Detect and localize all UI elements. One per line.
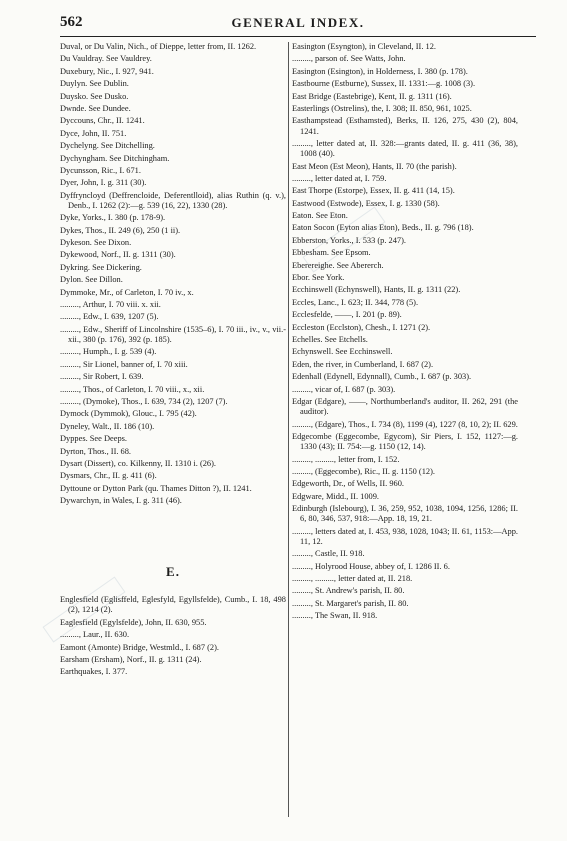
index-entry: Eastbourne (Estburne), Sussex, II. 1331:—g. 1008 (3).	[292, 79, 476, 89]
index-entry: ........., Edw., Sheriff of Lincolnshire (1535–6), I. 70 iii., iv., v., vii.-xii., 380 (p. 176), 392 (p. 185).	[60, 324, 286, 344]
index-entry: Dyrton, Thos., II. 68.	[60, 446, 132, 456]
index-entry: ........., letter dated at, II. 328:—grants dated, II. g. 411 (36, 38), 1008 (40).	[292, 138, 518, 159]
index-entry: Dychyngham. See Ditchingham.	[60, 153, 170, 163]
index-entry: ........., Sir Robert, I. 639.	[60, 372, 144, 382]
index-entry: ........., ........., letter dated at, II. 218.	[292, 574, 413, 584]
index-entry: Eaton Socon (Eyton alias Eton), Beds., II. g. 796 (18).	[292, 223, 474, 233]
index-entry: Eastwood (Estwode), Essex, I. g. 1330 (58).	[292, 198, 440, 208]
index-entry: Dyffryncloyd (Deffrencloide, Deferentlloid), alias Ruthin (q. v.), Denb., I. 1262 (2):—g. 539 (16, 22), 1330 (28).	[60, 190, 286, 210]
index-entry: Edgecombe (Eggecombe, Egycom), Sir Piers, I. 152, 1127:—g. 1330 (43); II. 754:—g. 1150 (12, 14).	[292, 431, 518, 452]
index-entry: East Meon (Est Meon), Hants, II. 70 (the parish).	[292, 161, 457, 171]
index-entry: ........., letters dated at, I. 453, 938, 1028, 1043; II. 61, 1153:—App. 11, 12.	[292, 526, 518, 546]
index-entry: Ebbesham. See Epsom.	[292, 248, 371, 258]
index-entry: ........., Sir Lionel, banner of, I. 70 xiii.	[60, 359, 188, 369]
index-entry: Easington (Esyngton), in Cleveland, II. 12.	[292, 42, 436, 51]
index-entry: Eamont (Amonte) Bridge, Westmld., I. 687 (2).	[60, 642, 219, 652]
index-entry: Edinburgh (Islebourg), I. 36, 259, 952, 1038, 1094, 1256, 1286; II. 6, 80, 346, 537, 918:—App. 18, 19, 21.	[292, 504, 518, 524]
index-entry: ........., (Dymoke), Thos., I. 639, 734 (2), 1207 (7).	[60, 396, 228, 406]
index-entry: Dymmoke, Mr., of Carleton, I. 70 iv., x.	[60, 287, 194, 297]
running-head: GENERAL INDEX.	[231, 15, 365, 30]
index-entry: ........., letter dated at, I. 759.	[292, 173, 387, 183]
index-entry: Dymock (Dymmok), Glouc., I. 795 (42).	[60, 409, 197, 419]
index-entry: Edgeworth, Dr., of Wells, II. 960.	[292, 479, 404, 489]
page-number: 562	[60, 14, 83, 30]
index-entry: Dyppes. See Deeps.	[60, 434, 127, 444]
section-letter-e: E.	[166, 564, 180, 580]
index-entry: ........., Edw., I. 639, 1207 (5).	[60, 312, 159, 322]
index-entry: Dyer, John, I. g. 311 (30).	[60, 178, 147, 188]
index-entry: ........., ........., letter from, I. 152.	[292, 454, 400, 464]
index-entry: Eccles, Lanc., I. 623; II. 344, 778 (5).	[292, 297, 419, 307]
left-entries-d	[60, 42, 286, 506]
index-entry: Duxebury, Nic., I. 927, 941.	[60, 66, 154, 76]
left-column	[60, 42, 286, 680]
index-entry: Duylyn. See Dublin.	[60, 79, 129, 89]
index-entry: Dylon. See Dillon.	[60, 275, 123, 285]
index-entry: ........., St. Andrew's parish, II. 80.	[292, 586, 405, 596]
index-entry: Dysart (Dissert), co. Kilkenny, II. 1310 i. (26).	[60, 458, 216, 468]
index-entry: Dykewood, Norf., II. g. 1311 (30).	[60, 250, 176, 260]
index-entry: Edgar (Edgare), ——, Northumberland's auditor, II. 262, 291 (the auditor).	[292, 396, 518, 417]
index-entry: ........., vicar of, I. 687 (p. 303).	[292, 384, 396, 394]
index-entry: Edgware, Midd., II. 1009.	[292, 491, 379, 501]
index-entry: ........., Arthur, I. 70 viii. x. xii.	[60, 300, 161, 310]
index-entry: ........., parson of. See Watts, John.	[292, 54, 406, 64]
index-entry: ........., St. Margaret's parish, II. 80.	[292, 598, 409, 608]
index-entry: ........., Laur., II. 630.	[60, 630, 130, 640]
index-entry: Edenhall (Edynell, Edynnall), Cumb., I. 687 (p. 303).	[292, 372, 472, 382]
index-page	[60, 10, 536, 830]
index-entry: Dyce, John, II. 751.	[60, 128, 127, 138]
page-header	[60, 10, 536, 37]
index-entry: Du Vauldray. See Vauldrey.	[60, 54, 152, 64]
index-entry: Ecclesfelde, ——, I. 201 (p. 89).	[292, 310, 402, 320]
index-entry: Dycunsson, Ric., I. 671.	[60, 165, 141, 175]
index-entry: Easterlings (Ostrelins), the, I. 308; II. 850, 961, 1025.	[292, 103, 472, 113]
index-entry: East Thorpe (Estorpe), Essex, II. g. 411 (14, 15).	[292, 186, 455, 196]
left-entries-e	[60, 595, 286, 677]
index-columns	[60, 42, 536, 830]
index-entry: Easington (Esington), in Holderness, I. 380 (p. 178).	[292, 66, 468, 76]
index-entry: Englesfield (Eglisffeld, Eglesfyld, Egyllsfelde), Cumb., I. 18, 498 (2), 1214 (2).	[60, 595, 286, 615]
index-entry: Eaglesfield (Egylsfelde), John, II. 630, 955.	[60, 617, 207, 627]
index-entry: Eccleston (Ecclston), Chesh., I. 1271 (2).	[292, 322, 431, 332]
index-entry: Dywarchyn, in Wales, I. g. 311 (46).	[60, 496, 182, 506]
index-entry: ........., (Edgare), Thos., I. 734 (8), 1199 (4), 1227 (8, 10, 2); II. 629.	[292, 419, 518, 429]
index-entry: Easthampstead (Esthamsted), Berks, II. 126, 275, 430 (2), 804, 1241.	[292, 116, 518, 136]
index-entry: Earthquakes, I. 377.	[60, 667, 128, 677]
index-entry: Eden, the river, in Cumberland, I. 687 (2).	[292, 359, 434, 369]
right-column	[292, 42, 518, 624]
index-entry: Duysko. See Dusko.	[60, 91, 129, 101]
index-entry: Dykes, Thos., II. 249 (6), 250 (1 ii).	[60, 225, 181, 235]
index-entry: Duval, or Du Valin, Nich., of Dieppe, letter from, II. 1262.	[60, 42, 257, 51]
index-entry: Ecchinswell (Echynswell), Hants, II. g. 1311 (22).	[292, 285, 461, 295]
index-entry: Dyttoune or Dytton Park (qu. Thames Ditton ?), II. 1241.	[60, 483, 252, 493]
index-entry: Dwnde. See Dundee.	[60, 103, 131, 113]
right-entries-e	[292, 42, 518, 621]
index-entry: ........., Humph., I. g. 539 (4).	[60, 347, 157, 357]
column-divider	[288, 42, 289, 817]
index-entry: Dyccouns, Chr., II. 1241.	[60, 116, 145, 126]
index-entry: ........., (Eggecombe), Ric., II. g. 1150 (12).	[292, 466, 435, 476]
index-entry: East Bridge (Eastebrige), Kent, II. g. 1311 (16).	[292, 91, 452, 101]
index-entry: Ebberston, Yorks., I. 533 (p. 247).	[292, 235, 406, 245]
index-entry: ........., Holyrood House, abbey of, I. 1286 II. 6.	[292, 561, 450, 571]
index-entry: ........., Castle, II. 918.	[292, 549, 365, 559]
index-entry: ........., Thos., of Carleton, I. 70 viii., x., xii.	[60, 384, 205, 394]
index-entry: ........., The Swan, II. 918.	[292, 611, 378, 621]
index-entry: Echelles. See Etchells.	[292, 335, 368, 344]
index-entry: Dyneley, Walt., II. 186 (10).	[60, 421, 155, 431]
index-entry: Eaton. See Eton.	[292, 211, 348, 221]
index-entry: Eberereighe. See Abererch.	[292, 260, 384, 270]
index-entry: Dyke, Yorks., I. 380 (p. 178-9).	[60, 213, 166, 223]
index-entry: Ebor. See York.	[292, 273, 345, 283]
index-entry: Dykring. See Dickering.	[60, 262, 142, 272]
index-entry: Dysmars, Chr., II. g. 411 (6).	[60, 471, 157, 481]
index-entry: Dykeson. See Dixon.	[60, 238, 132, 248]
index-entry: Dychelyng. See Ditchelling.	[60, 141, 155, 151]
index-entry: Echynswell. See Ecchinswell.	[292, 347, 393, 357]
index-entry: Earsham (Ersham), Norf., II. g. 1311 (24).	[60, 655, 202, 665]
